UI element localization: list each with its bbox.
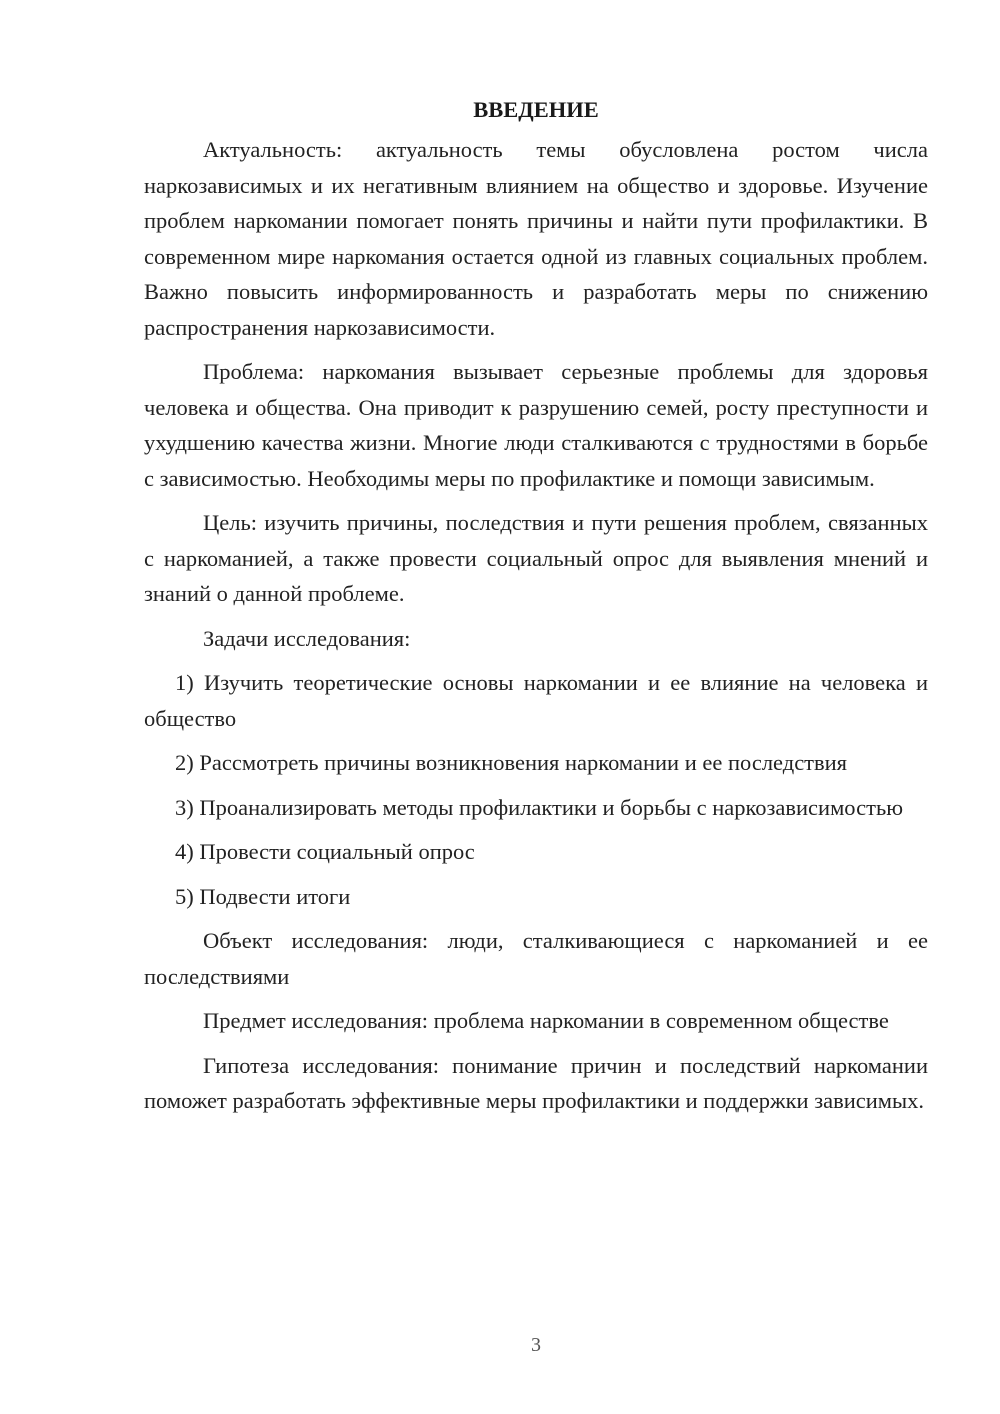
tasks-heading: Задачи исследования: (203, 625, 411, 651)
section-title: ВВЕДЕНИЕ (473, 97, 599, 122)
task-item-3: 3) Проанализировать методы профилактики и борьбы с наркозависимостью (175, 794, 904, 820)
page-number: 3 (531, 1334, 541, 1356)
subject-paragraph: Предмет исследования: проблема наркомании в современном обществе (203, 1008, 889, 1033)
object-paragraph: Объект исследования: люди, сталкивающиеся с наркоманией и ее последствиями (144, 928, 928, 989)
goal-paragraph: Цель: изучить причины, последствия и пути решения проблем, связанных с наркоманией, а также провести социальный опрос для выявления мнений и знаний о данной проблеме. (144, 510, 928, 606)
relevance-paragraph: Актуальность: актуальность темы обусловлена ростом числа наркозависимых и их негативным влиянием на общество и здоровье. Изучение проблем наркомании помогает понять причины и найти пути профилактики. В современном мире наркомания остается одной из главных социальных проблем. Важно повысить информированность и разработать меры по снижению распространения наркозависимости. (144, 137, 928, 340)
task-item-1: 1) Изучить теоретические основы наркомании и ее влияние на человека и общество (144, 670, 928, 731)
page-content (144, 92, 928, 1128)
task-item-4: 4) Провести социальный опрос (175, 839, 475, 864)
task-item-5: 5) Подвести итоги (175, 883, 351, 909)
task-item-2: 2) Рассмотреть причины возникновения наркомании и ее последствия (175, 750, 848, 775)
problem-paragraph: Проблема: наркомания вызывает серьезные проблемы для здоровья человека и общества. Она приводит к разрушению семей, росту преступности и ухудшению качества жизни. Многие люди сталкиваются с трудностями в борьбе с зависимостью. Необходимы меры по профилактике и помощи зависимым. (144, 359, 928, 491)
hypothesis-paragraph: Гипотеза исследования: понимание причин и последствий наркомании поможет разработать эффективные меры профилактики и поддержки зависимых. (144, 1052, 928, 1113)
